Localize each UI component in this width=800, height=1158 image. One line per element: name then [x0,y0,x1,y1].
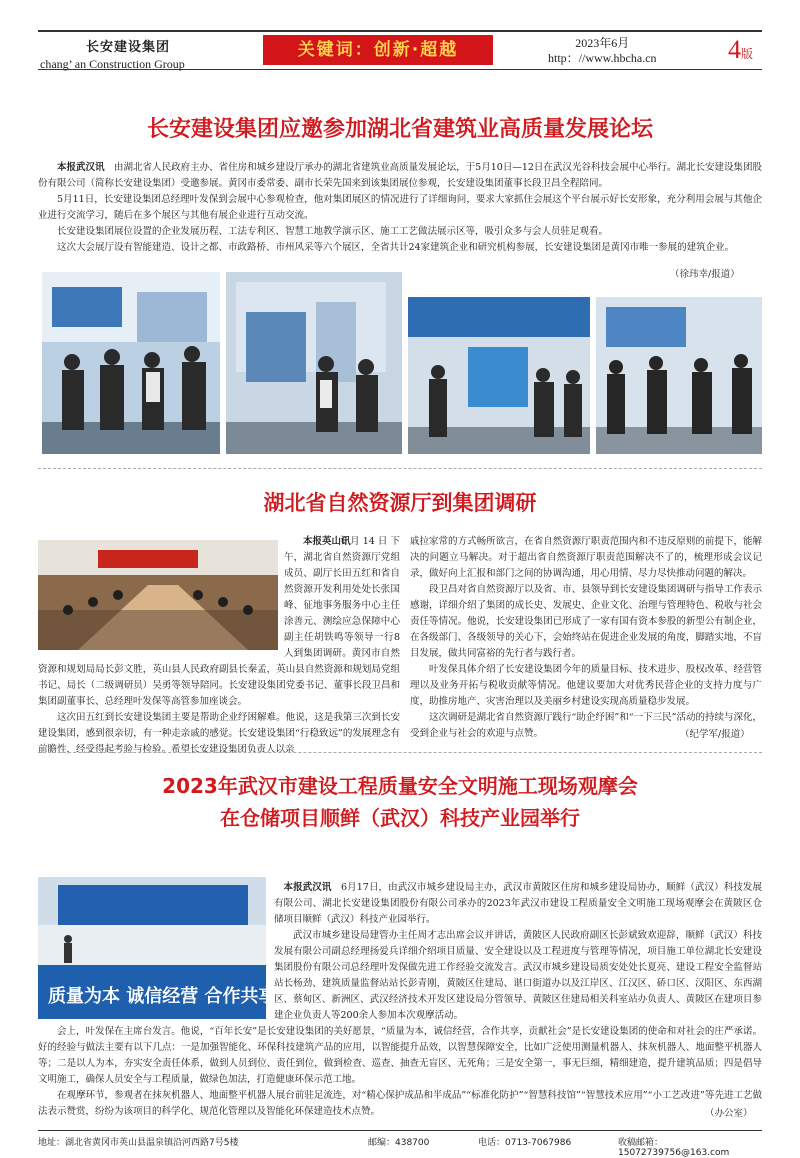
page-suffix: 版 [741,47,754,61]
article3-para-2: 武汉市城乡建设局建管办主任周才志出席会议并讲话，黄陂区人民政府副区长彭斌致欢迎辞，顺鲜（武汉）科技发展有限公司副总经理扬爱兵详细介绍项目质量、安全建设以及工程进度与管理等情况，项目施工单位湖北长安建设集团股份有限公司总经理叶发保做先进工作经验交流发言。武汉市城乡建设局质安处处长夏亮、建设工程安全监督站站长杨劲、建筑质量监督站站长彭青刚，黄陂区住建局、谌口街道办以及江岸区、江汉区、硚口区、汉阳区、东西湖区、蔡甸区、新洲区、武汉经济技术开发区建设局分管领导、黄陂区住建局相关科室站办负责人、黄陂区在建项目参建企业负责人等200余人参加本次观摩活动。 [274,930,762,1021]
photo-expo-visit-2 [226,272,402,454]
issue-date: 2023年6月 [575,36,630,50]
article1-para-4: 这次大会展厅设有智能建造、设计之都、市政路桥、市州风采等六个展区，全省共计24家建筑企业和研究机构参展，长安建设集团是黄冈市唯一参展的建筑企业。 [57,242,735,253]
page-number: 4版 [728,35,754,64]
masthead [38,30,762,70]
footer-email[interactable]: 收稿邮箱：15072739756@163.com [618,1138,730,1158]
article2-para-right-2: 段卫昌对省自然资源厅以及省、市、县领导到长安建设集团调研与指导工作表示感谢，详细介绍了集团的成长史、发展史、企业文化、治理与管理特色、税收与社会责任等情况。他说，长安建设集团已形成了一家有国有资本参股的新型公有制企业，在各级部门、各级领导的关心下，会始终站在促进企业发展的角度，脚踏实地，不盲目发展，做共同富裕的先行者与践行者。 [410,584,762,659]
article2-para-left-bottom: 这次田五红到长安建设集团主要是帮助企业纾困解难。他说，这是我第三次到长安建设集团，感到很亲切，有一种走亲戚的感觉。长安建设集团“行稳致远”的发展理念有前瞻性，经受得起考验与检验。希望长安建设集团负责人以亲 [38,712,400,755]
website-link[interactable]: http：//www.hbcha.cn [548,51,657,65]
article1-para-3: 长安建设集团展位设置的企业发展历程、工法专利区、智慧工地教学演示区、施工工艺做法展示区等，吸引众多与会人员驻足观看。 [57,226,609,237]
article3-para-3: 会上，叶发保在主席台发言。他说，“百年长安”是长安建设集团的美好愿景，“质量为本，诚信经营，合作共享，贡献社会”是长安建设集团的使命和对社会的庄严承诺。好的经验与做法主要有以下几点：一是加强智能化、环保科技建筑产品的应用，以智能提升品效，以智慧保障安全，比如广泛使用测量机器人、抹灰机器人、地面整平机器人等；二是以人为本，夯实安全责任体系，做到人员到位、责任到位，做到检查、巡查、抽查无盲区、无死角；三是安全第一，事无巨细，精细建造，提升建筑品质；四是倡导文明施工，确保人员安全与工程质量，做绿色加法，打造健康环保示范工地。 [38,1026,762,1085]
footer [38,1130,762,1158]
article3-para-1: 6月17日，由武汉市城乡建设局主办，武汉市黄陂区住房和城乡建设局协办，顺鲜（武汉）科技发展有限公司、湖北长安建设集团股份有限公司承办的2023年武汉市建设工程质量安全文明施工现场观摩会在黄陂区仓储项目顺鲜（武汉）科技产业园举行。 [274,882,762,925]
banner-slogan: 质量为本 诚信经营 合作共享 贡献社会 [48,986,355,1007]
article3-author: （办公室） [705,1108,753,1119]
article3-title [38,770,762,834]
article2-title: 湖北省自然资源厅到集团调研 [263,491,537,515]
article2-para-right-4: 这次调研是湖北省自然资源厅践行“助企纾困”和“一下三民”活动的持续与深化，受到企业与社会的欢迎与点赞。 [410,712,762,739]
article2-col-left [38,534,400,758]
section-divider-1 [38,468,762,469]
article2-para-right-1: 戚拉家常的方式畅所欲言，在省自然资源厅职责范围内和不违反原则的前提下，能解决的问题立马解决。对于超出省自然资源厅职责范围解决不了的，梳理形成会议记录，做好向上汇报和部门之间的协调沟通，用心用情、尽力尽快推动问题的解决。 [410,536,762,579]
article1-lead: 本报武汉讯 [57,162,105,173]
article1-para-2: 5月11日，长安建设集团总经理叶发保到会展中心参观检查，他对集团展区的情况进行了详细询问，要求大家抓住会展这个平台展示好长安形象，充分利用会展与其他企业进行交流学习，随后在多个展区与其他有展企业进行互动交流。 [38,194,762,221]
photo-expo-visit-3 [408,297,590,454]
brand [38,36,238,72]
article2-para-right-3: 叶发保具体介绍了长安建设集团今年的质量目标、技术进步、股权改革、经营管理以及业务开拓与税收贡献等情况。他建议要加大对优秀民营企业的支持力度与广度，助推房地产、灾害治理以及美丽乡村建设实现高质量稳步发展。 [410,664,762,707]
photo-expo-visit-1 [42,272,220,454]
article1-body [38,160,762,256]
article1-title: 长安建设集团应邀参加湖北省建筑业高质量发展论坛 [146,117,653,142]
article3-body [38,880,762,1120]
section-divider-2 [38,752,762,753]
footer-address: 地址：湖北省黄冈市英山县温泉镇沿河西路7号5楼 [38,1138,239,1148]
article3-title-line1: 2023年武汉市建设工程质量安全文明施工现场观摩会 [162,774,638,798]
article2-col-right [410,534,762,742]
issue-info [548,36,657,66]
brand-name-en: chang’ an Construction Group [40,57,185,71]
article3-lead: 本报武汉讯 [283,882,332,893]
article1-para-1: 由湖北省人民政府主办、省住房和城乡建设厅承办的湖北省建筑业高质量发展论坛，于5月10日—12日在武汉光谷科技会展中心举行。湖北长安建设集团股份有限公司（简称长安建设集团）受邀参展。黄冈市委常委、副市长荣先国来到该集团展位参观，长安建设集团董事长段卫昌全程陪同。 [38,162,762,189]
footer-phone: 电话：0713-7067986 [478,1138,572,1148]
article2-para-left-top: 6月14日下午，湖北省自然资源厅党组成员、副厅长田五红和省自然资源开发利用处处长张国峰、征地事务服务中心主任涂善元、测绘应急保障中心副主任胡铁鸣等领导一行8人到集团调研。黄冈市自然资源和规划局局长彭文胜，英山县人民政府副县长秦孟，英山县自然资源和规划局党组书记、局长（二级调研员）吴勇等领导陪同。长安建设集团党委书记、董事长段卫昌和集团副董事长、总经理叶发保等高管参加座谈会。 [38,536,400,707]
article2-author: （纪学军/报道） [680,729,750,740]
keyword-banner: 关键词：创新·超越 [263,35,493,65]
footer-postcode: 邮编：438700 [368,1138,430,1148]
article3-title-line2: 在仓储项目顺鲜（武汉）科技产业园举行 [220,806,580,830]
photo-expo-visit-4 [596,297,762,454]
article2-lead: 本报英山讯 [303,536,351,547]
photo-float-spacer [38,534,284,652]
article1-author: （徐玮幸/报道） [670,269,740,280]
article3-para-4: 在观摩环节，参观者在抹灰机器人、地面整平机器人展台前驻足流连，对“精心保护成品和半成品”“标准化防护”“智慧科技馆”“智慧技术应用”“小工艺改进”等先进工艺做法表示赞赏，纷纷为该项目的科学化、规范化管理以及智能化环保建造技术点赞。 [38,1090,762,1117]
photo-float-spacer-3 [38,880,274,1024]
brand-name-cn: 长安建设集团 [86,40,171,55]
